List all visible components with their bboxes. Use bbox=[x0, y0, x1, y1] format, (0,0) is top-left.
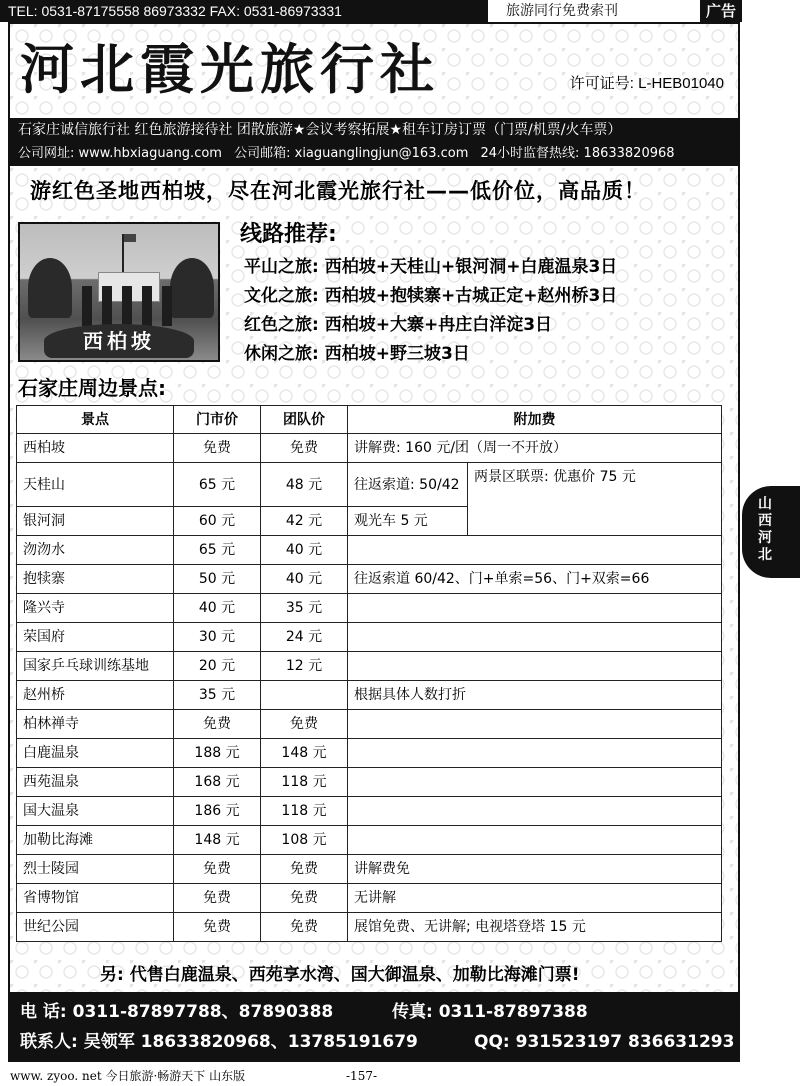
region-tab-label: 山西河北 bbox=[758, 496, 772, 563]
footer-contact bbox=[8, 992, 740, 1062]
spot-name: 柏林禅寺 bbox=[17, 710, 174, 739]
gate-price: 60 元 bbox=[174, 507, 261, 536]
group-price: 免费 bbox=[261, 884, 348, 913]
free-index-label: 旅游同行免费索刊 bbox=[506, 3, 618, 19]
table-row bbox=[17, 681, 722, 710]
spot-name: 西柏坡 bbox=[17, 434, 174, 463]
spot-name: 国大温泉 bbox=[17, 797, 174, 826]
extra-fee bbox=[348, 797, 722, 826]
spot-name: 银河洞 bbox=[17, 507, 174, 536]
table-row bbox=[17, 623, 722, 652]
table-row bbox=[17, 797, 722, 826]
route-item: 休闲之旅: 西柏坡+野三坡3日 bbox=[244, 344, 470, 364]
gate-price: 168 元 bbox=[174, 768, 261, 797]
ad-tag: 广告 bbox=[700, 0, 742, 22]
spot-name: 西苑温泉 bbox=[17, 768, 174, 797]
extra-fee: 讲解费: 160 元/团（周一不开放） bbox=[348, 434, 722, 463]
extra-fee bbox=[348, 652, 722, 681]
gate-price: 188 元 bbox=[174, 739, 261, 768]
group-price: 118 元 bbox=[261, 797, 348, 826]
extra-fee bbox=[348, 623, 722, 652]
spot-name: 省博物馆 bbox=[17, 884, 174, 913]
col-header-group-price: 团队价 bbox=[261, 406, 348, 434]
spot-name: 天桂山 bbox=[17, 463, 174, 507]
extra-fee: 根据具体人数打折 bbox=[348, 681, 722, 710]
website[interactable]: 公司网址: www.hbxiaguang.com bbox=[18, 146, 222, 161]
phone-line: 电 话: 0311-87897788、87890388 bbox=[20, 1002, 334, 1022]
group-price: 40 元 bbox=[261, 565, 348, 594]
gate-price: 65 元 bbox=[174, 536, 261, 565]
col-header-spot: 景点 bbox=[17, 406, 174, 434]
gate-price: 40 元 bbox=[174, 594, 261, 623]
spots-table bbox=[16, 405, 722, 942]
routes-title: 线路推荐: bbox=[240, 222, 337, 247]
extra-fee: 往返索道: 50/42 bbox=[348, 463, 468, 507]
combo-ticket: 两景区联票: 优惠价 75 元 bbox=[468, 463, 722, 536]
ticket-note: 另: 代售白鹿温泉、西苑享水湾、国大御温泉、加勒比海滩门票! bbox=[100, 965, 580, 985]
col-header-extra: 附加费 bbox=[348, 406, 722, 434]
group-price: 24 元 bbox=[261, 623, 348, 652]
gate-price: 免费 bbox=[174, 855, 261, 884]
spot-name: 烈士陵园 bbox=[17, 855, 174, 884]
group-price: 48 元 bbox=[261, 463, 348, 507]
agency-name: 河北霞光旅行社 bbox=[20, 37, 440, 101]
group-price: 108 元 bbox=[261, 826, 348, 855]
table-row bbox=[17, 536, 722, 565]
route-item: 平山之旅: 西柏坡+天桂山+银河洞+白鹿温泉3日 bbox=[244, 257, 618, 277]
group-price: 免费 bbox=[261, 913, 348, 942]
tree-image bbox=[28, 258, 72, 318]
extra-fee bbox=[348, 594, 722, 623]
group-price: 免费 bbox=[261, 434, 348, 463]
spot-name: 世纪公园 bbox=[17, 913, 174, 942]
hotline: 24小时监督热线: 18633820968 bbox=[480, 146, 675, 161]
extra-fee bbox=[348, 826, 722, 855]
gate-price: 免费 bbox=[174, 434, 261, 463]
extra-fee: 往返索道 60/42、门+单索=56、门+双索=66 bbox=[348, 565, 722, 594]
table-row bbox=[17, 855, 722, 884]
group-price: 免费 bbox=[261, 710, 348, 739]
spot-name: 国家乒乓球训练基地 bbox=[17, 652, 174, 681]
table-row bbox=[17, 434, 722, 463]
extra-fee bbox=[348, 768, 722, 797]
gate-price: 65 元 bbox=[174, 463, 261, 507]
group-price bbox=[261, 681, 348, 710]
spot-name: 赵州桥 bbox=[17, 681, 174, 710]
route-item: 红色之旅: 西柏坡+大寨+冉庄白洋淀3日 bbox=[244, 315, 553, 335]
group-price: 12 元 bbox=[261, 652, 348, 681]
gate-price: 免费 bbox=[174, 913, 261, 942]
spot-name: 隆兴寺 bbox=[17, 594, 174, 623]
table-row bbox=[17, 739, 722, 768]
extra-fee: 无讲解 bbox=[348, 884, 722, 913]
license-number: 许可证号: L-HEB01040 bbox=[569, 75, 724, 92]
extra-fee: 展馆免费、无讲解; 电视塔登塔 15 元 bbox=[348, 913, 722, 942]
bottom-bar bbox=[0, 1066, 800, 1086]
gate-price: 30 元 bbox=[174, 623, 261, 652]
group-price: 免费 bbox=[261, 855, 348, 884]
top-contact-line: TEL: 0531-87175558 86973332 FAX: 0531-86973331 bbox=[0, 0, 488, 22]
table-row bbox=[17, 565, 722, 594]
gate-price: 186 元 bbox=[174, 797, 261, 826]
table-row bbox=[17, 652, 722, 681]
page-number: -157- bbox=[346, 1069, 378, 1083]
spot-name: 加勒比海滩 bbox=[17, 826, 174, 855]
fax-line: 传真: 0311-87897388 bbox=[392, 1002, 588, 1022]
contact-person-line: 联系人: 吴领军 18633820968、13785191679 bbox=[20, 1032, 418, 1052]
spot-name: 抱犊寨 bbox=[17, 565, 174, 594]
group-price: 35 元 bbox=[261, 594, 348, 623]
top-bar bbox=[0, 0, 800, 22]
group-price: 42 元 bbox=[261, 507, 348, 536]
extra-fee bbox=[348, 739, 722, 768]
xibaipo-photo bbox=[18, 222, 220, 362]
extra-fee bbox=[348, 536, 722, 565]
email[interactable]: 公司邮箱: xiaguanglingjun@163.com bbox=[234, 146, 469, 161]
spot-name: 沕沕水 bbox=[17, 536, 174, 565]
table-row bbox=[17, 826, 722, 855]
table-row bbox=[17, 463, 722, 507]
gate-price: 免费 bbox=[174, 710, 261, 739]
site-line: www. zyoo. net 今日旅游·畅游天下 山东版 bbox=[10, 1069, 246, 1083]
extra-fee: 观光车 5 元 bbox=[348, 507, 468, 536]
group-price: 118 元 bbox=[261, 768, 348, 797]
table-row bbox=[17, 884, 722, 913]
col-header-gate-price: 门市价 bbox=[174, 406, 261, 434]
extra-fee: 讲解费免 bbox=[348, 855, 722, 884]
spot-name: 白鹿温泉 bbox=[17, 739, 174, 768]
slogan: 游红色圣地西柏坡，尽在河北霞光旅行社——低价位，高品质！ bbox=[30, 179, 646, 203]
table-row bbox=[17, 710, 722, 739]
table-row bbox=[17, 768, 722, 797]
flag-icon bbox=[122, 234, 124, 274]
table-row bbox=[17, 594, 722, 623]
region-side-tab[interactable] bbox=[742, 486, 800, 578]
table-header-row bbox=[17, 406, 722, 434]
extra-fee bbox=[348, 710, 722, 739]
services-line: 石家庄诚信旅行社 红色旅游接待社 团散旅游★会议考察拓展★租车订房订票（门票/机票/火车票） bbox=[10, 118, 738, 142]
group-price: 148 元 bbox=[261, 739, 348, 768]
table-row bbox=[17, 913, 722, 942]
gate-price: 免费 bbox=[174, 884, 261, 913]
brand-header bbox=[14, 30, 724, 110]
spots-title: 石家庄周边景点: bbox=[18, 376, 166, 400]
plaque-label: 西柏坡 bbox=[44, 324, 194, 358]
qq-line: QQ: 931523197 836631293 bbox=[474, 1032, 735, 1052]
gate-price: 20 元 bbox=[174, 652, 261, 681]
contact-row bbox=[10, 142, 738, 166]
gate-price: 35 元 bbox=[174, 681, 261, 710]
statue-group-image bbox=[82, 286, 178, 326]
group-price: 40 元 bbox=[261, 536, 348, 565]
route-item: 文化之旅: 西柏坡+抱犊寨+古城正定+赵州桥3日 bbox=[244, 286, 618, 306]
gate-price: 50 元 bbox=[174, 565, 261, 594]
spot-name: 荣国府 bbox=[17, 623, 174, 652]
gate-price: 148 元 bbox=[174, 826, 261, 855]
